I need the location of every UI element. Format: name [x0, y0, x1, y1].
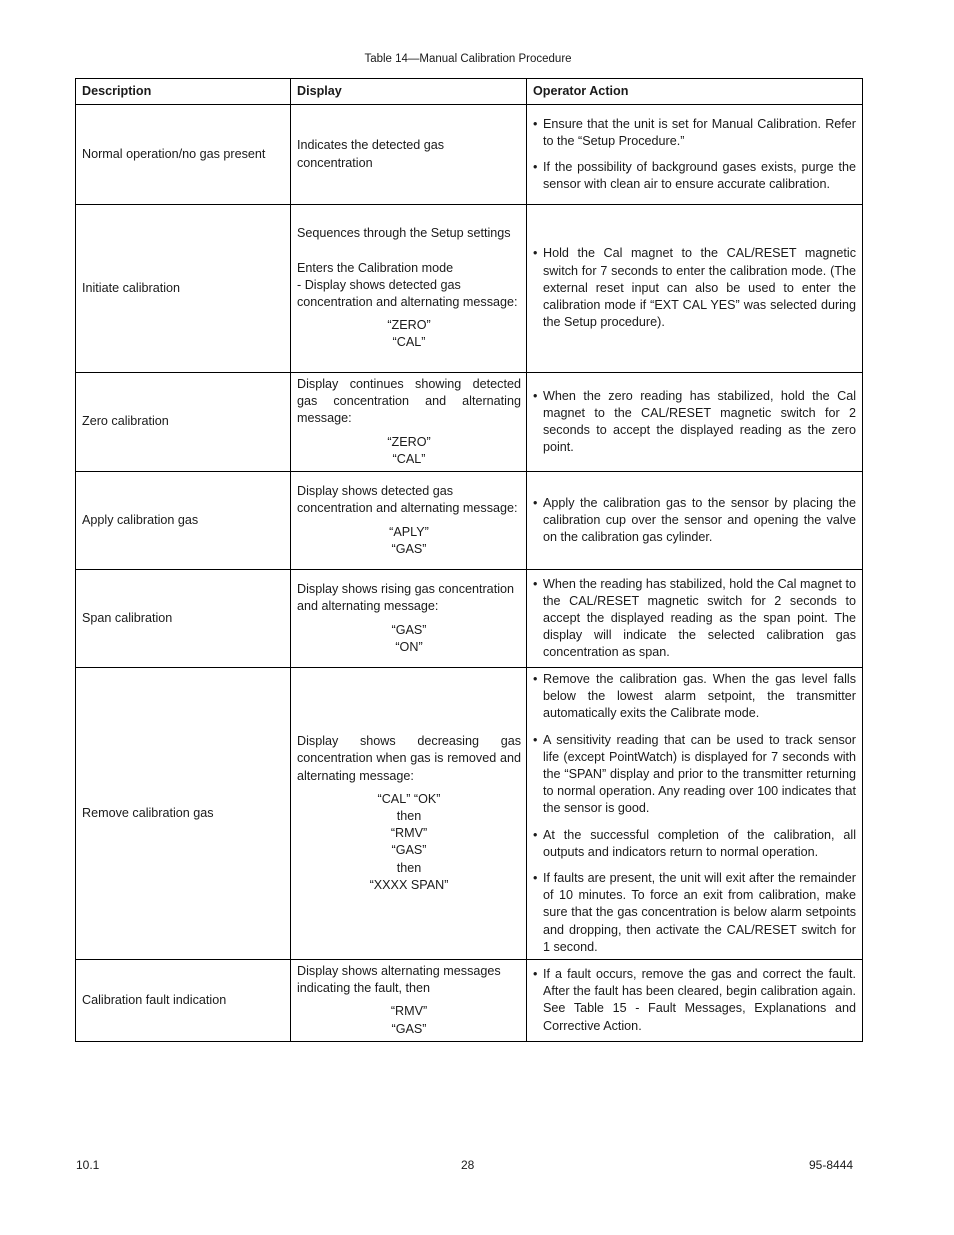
row-description: Zero calibration	[76, 373, 291, 472]
table-row	[76, 105, 863, 205]
table-header-row	[76, 79, 863, 105]
display-message-line: “RMV”	[390, 826, 428, 841]
action-text: Hold the Cal magnet to the CAL/RESET magnetic switch for 7 seconds to enter the calibration mode. (The external reset input can also be used to enter the calibration mode if “EXT CAL YES” was selected during the Setup procedure).	[543, 246, 856, 330]
action-item	[533, 966, 856, 1035]
display-text: Display shows detected gas concentration and alternating message:	[297, 484, 518, 516]
row-display	[291, 205, 527, 373]
action-item	[533, 495, 856, 547]
action-list	[533, 966, 856, 1035]
action-item	[533, 671, 856, 723]
row-display	[291, 472, 527, 570]
display-message-line: “APLY”	[389, 524, 429, 539]
action-item	[533, 245, 856, 331]
bullet-icon: •	[533, 246, 538, 261]
bullet-icon: •	[533, 160, 538, 174]
bullet-icon: •	[533, 116, 538, 131]
bullet-icon: •	[533, 495, 538, 510]
display-text: - Display shows detected gas concentration and alternating message:	[297, 277, 518, 309]
bullet-icon: •	[533, 967, 538, 982]
table-row	[76, 570, 863, 668]
row-display	[291, 373, 527, 472]
row-operator-action	[527, 205, 863, 373]
action-text: Ensure that the unit is set for Manual Calibration. Refer to the “Setup Procedure.”	[543, 116, 856, 148]
display-text: Enters the Calibration mode	[297, 260, 454, 275]
bullet-icon: •	[533, 388, 538, 403]
row-description: Calibration fault indication	[76, 960, 291, 1042]
display-text: Display shows rising gas concentration and alternating message:	[297, 582, 514, 614]
table-row	[76, 960, 863, 1042]
action-list	[533, 116, 856, 194]
action-item	[533, 159, 856, 193]
calibration-table	[75, 78, 863, 1042]
row-display	[291, 570, 527, 668]
display-message-line: “XXXX SPAN”	[369, 877, 449, 892]
display-message	[297, 434, 521, 468]
display-text: Indicates the detected gas concentration	[297, 138, 445, 170]
display-message-line: “ON”	[395, 639, 423, 654]
table-row	[76, 472, 863, 570]
row-operator-action	[527, 960, 863, 1042]
action-list	[533, 245, 856, 331]
display-text: Display continues showing detected gas concentration and alternating message:	[297, 377, 521, 426]
action-text: If a fault occurs, remove the gas and correct the fault. After the fault has been cleared, begin calibration again. See Table 15 - Fault Messages, Explanations and Corrective Action.	[543, 967, 856, 1033]
row-operator-action	[527, 472, 863, 570]
display-message-line: “CAL”	[392, 451, 426, 466]
table-row	[76, 205, 863, 373]
bullet-icon: •	[533, 672, 538, 687]
action-item	[533, 732, 856, 818]
bullet-icon: •	[533, 576, 538, 591]
action-list	[533, 388, 856, 457]
action-text: If the possibility of background gases exists, purge the sensor with clean air to ensure accurate calibration.	[543, 160, 856, 192]
action-list	[533, 671, 856, 956]
bullet-icon: •	[533, 732, 538, 747]
footer-page-number: 28	[461, 1158, 475, 1172]
table-body	[76, 105, 863, 1042]
action-text: At the successful completion of the calibration, all outputs and indicators return to normal operation.	[543, 827, 856, 859]
display-message-line: “GAS”	[391, 541, 427, 556]
row-description: Remove calibration gas	[76, 668, 291, 960]
action-text: A sensitivity reading that can be used to track sensor life (except PointWatch) is displayed for 7 seconds with the “SPAN” display and prior to the transmitter returning to normal operation. Any reading over 100 indicates that the sensor is good.	[543, 732, 856, 816]
bullet-icon: •	[533, 827, 538, 842]
action-text: Apply the calibration gas to the sensor by placing the calibration cup over the sensor and opening the valve on the calibration gas cylinder.	[543, 495, 856, 545]
table-row	[76, 668, 863, 960]
display-message-line: “GAS”	[391, 843, 427, 858]
row-description: Span calibration	[76, 570, 291, 668]
action-item	[533, 870, 856, 956]
display-message-line: “CAL” “OK”	[377, 791, 441, 806]
action-list	[533, 495, 856, 547]
footer-revision: 10.1	[76, 1158, 100, 1172]
display-message	[297, 1003, 521, 1037]
header-description: Description	[76, 79, 291, 105]
action-text: When the reading has stabilized, hold the Cal magnet to the CAL/RESET magnetic switch for 2 seconds to accept the displayed reading as the span point. The display will indicate the selected calibration gas concentration as span.	[543, 576, 856, 660]
row-operator-action	[527, 105, 863, 205]
action-item	[533, 827, 856, 861]
row-operator-action	[527, 373, 863, 472]
display-message-line: then	[396, 808, 422, 823]
display-message	[297, 791, 521, 894]
row-display	[291, 668, 527, 960]
display-message	[297, 622, 521, 656]
row-operator-action	[527, 570, 863, 668]
action-text: When the zero reading has stabilized, hold the Cal magnet to the CAL/RESET magnetic switch for 2 seconds to accept the displayed reading as the zero point.	[543, 388, 856, 455]
action-item	[533, 388, 856, 457]
footer-document-number: 95-8444	[809, 1158, 854, 1172]
row-description: Initiate calibration	[76, 205, 291, 373]
action-item	[533, 576, 856, 662]
display-message-line: “GAS”	[391, 1021, 427, 1036]
display-text: Display shows decreasing gas concentration when gas is removed and alternating message:	[297, 734, 521, 783]
action-list	[533, 576, 856, 662]
display-message-line: “ZERO”	[387, 318, 431, 333]
row-display	[291, 960, 527, 1042]
display-message-line: “RMV”	[390, 1004, 428, 1019]
header-display: Display	[291, 79, 527, 105]
row-description: Apply calibration gas	[76, 472, 291, 570]
action-item	[533, 116, 856, 150]
display-spacer	[297, 243, 521, 260]
table-row	[76, 373, 863, 472]
display-message	[297, 524, 521, 558]
row-display	[291, 105, 527, 205]
display-message-line: then	[396, 860, 422, 875]
display-message-line: “GAS”	[391, 622, 427, 637]
action-text: Remove the calibration gas. When the gas level falls below the lowest alarm setpoint, the transmitter automatically exits the Calibrate mode.	[543, 672, 856, 721]
action-text: If faults are present, the unit will exit after the remainder of 10 minutes. To force an exit from calibration, make sure that the gas concentration is below alarm setpoints and dropping, then activate the CAL/RESET switch for 1 second.	[543, 871, 856, 954]
header-operator-action: Operator Action	[527, 79, 863, 105]
display-message-line: “CAL”	[392, 335, 426, 350]
display-message-line: “ZERO”	[387, 434, 431, 449]
display-text: Display shows alternating messages indicating the fault, then	[297, 964, 501, 996]
table-caption: Table 14—Manual Calibration Procedure	[364, 53, 572, 65]
row-operator-action	[527, 668, 863, 960]
display-message	[297, 317, 521, 351]
display-text: Sequences through the Setup settings	[297, 226, 511, 241]
bullet-icon: •	[533, 871, 538, 886]
row-description: Normal operation/no gas present	[76, 105, 291, 205]
